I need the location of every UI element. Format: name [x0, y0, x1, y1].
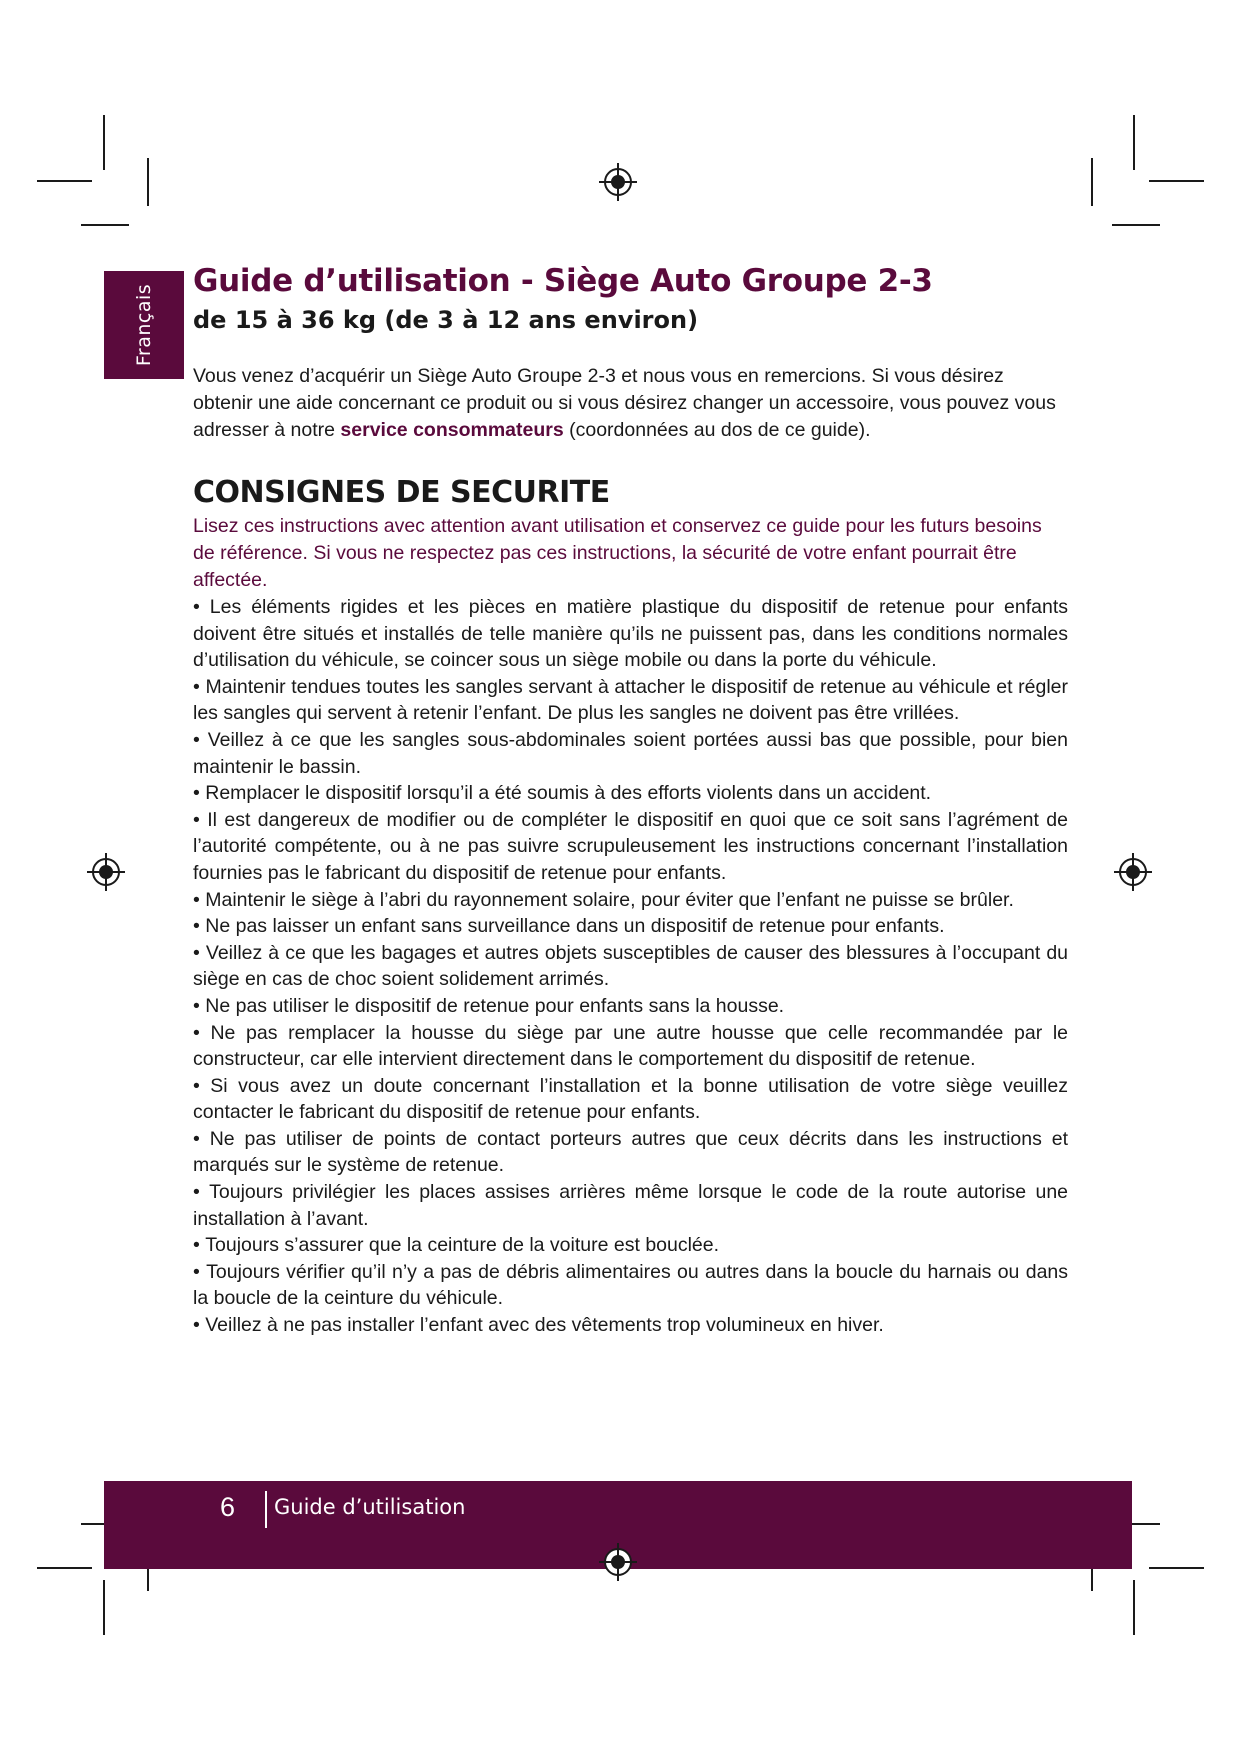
safety-warning: Lisez ces instructions avec attention avant utilisation et conservez ce guide pour les futurs besoins de référence. Si vous ne respectez pas ces instructions, la sécurité de votre enfant pourrait être affectée.	[193, 515, 1042, 591]
registration-mark-icon	[87, 853, 125, 891]
intro-paragraph	[193, 363, 1068, 444]
list-item: • Ne pas utiliser le dispositif de retenue pour enfants sans la housse.	[193, 993, 1068, 1020]
footer-band	[104, 1481, 1132, 1569]
crop-mark	[103, 1580, 105, 1635]
registration-mark-icon	[599, 163, 637, 201]
list-item: • Toujours s’assurer que la ceinture de la voiture est bouclée.	[193, 1232, 1068, 1259]
crop-mark	[37, 180, 92, 182]
page-number: 6	[220, 1492, 236, 1522]
service-consommateurs-highlight: service consommateurs	[340, 419, 564, 441]
language-tab	[104, 271, 184, 379]
crop-mark	[103, 115, 105, 170]
registration-mark-icon	[1114, 853, 1152, 891]
crop-mark	[1091, 158, 1093, 206]
page-title: Guide d’utilisation - Siège Auto Groupe 2-3	[193, 263, 933, 299]
list-item: • Remplacer le dispositif lorsqu’il a été soumis à des efforts violents dans un accident.	[193, 780, 1068, 807]
crop-mark	[1149, 180, 1204, 182]
list-item: • Ne pas remplacer la housse du siège par une autre housse que celle recommandée par le constructeur, car elle intervient directement dans le comportement du dispositif de retenue.	[193, 1020, 1068, 1073]
list-item: • Maintenir le siège à l’abri du rayonnement solaire, pour éviter que l’enfant ne puisse se brûler.	[193, 887, 1068, 914]
list-item: • Ne pas utiliser de points de contact porteurs autres que ceux décrits dans les instructions et marqués sur le système de retenue.	[193, 1126, 1068, 1179]
section-title-safety: CONSIGNES DE SECURITE	[193, 475, 610, 510]
crop-mark	[147, 158, 149, 206]
list-item: • Veillez à ne pas installer l’enfant avec des vêtements trop volumineux en hiver.	[193, 1312, 1068, 1339]
crop-mark	[1112, 224, 1160, 226]
intro-text-end: (coordonnées au dos de ce guide).	[563, 419, 871, 441]
list-item: • Il est dangereux de modifier ou de compléter le dispositif en quoi que ce soit sans l’agrément de l’autorité compétente, ou à ne pas suivre scrupuleusement les instructions concernant l’installation fournies pas le fabricant du dispositif de retenue pour enfants.	[193, 807, 1068, 887]
footer-divider	[265, 1491, 267, 1528]
list-item: • Toujours privilégier les places assises arrières même lorsque le code de la route autorise une installation à l’avant.	[193, 1179, 1068, 1232]
list-item: • Maintenir tendues toutes les sangles servant à attacher le dispositif de retenue au véhicule et régler les sangles qui servent à retenir l’enfant. De plus les sangles ne doivent pas être vrillées.	[193, 674, 1068, 727]
list-item: • Ne pas laisser un enfant sans surveillance dans un dispositif de retenue pour enfants.	[193, 913, 1068, 940]
crop-mark	[37, 1567, 92, 1569]
intro-text: Vous venez d’acquérir un Siège Auto Groupe 2-3 et nous vous en remercions. Si vous désirez obtenir une aide concernant ce produit ou si vous désirez changer un accessoire, vous pouvez vous adresser à notre	[193, 365, 1056, 441]
page-subtitle: de 15 à 36 kg (de 3 à 12 ans environ)	[193, 306, 699, 334]
list-item: • Veillez à ce que les sangles sous-abdominales soient portées aussi bas que possible, pour bien maintenir le bassin.	[193, 727, 1068, 780]
language-label: Français	[133, 283, 155, 367]
crop-mark	[1133, 1580, 1135, 1635]
crop-mark	[1149, 1567, 1204, 1569]
crop-mark	[1133, 115, 1135, 170]
footer-label: Guide d’utilisation	[274, 1495, 466, 1519]
registration-mark-icon	[599, 1543, 637, 1581]
list-item: • Si vous avez un doute concernant l’installation et la bonne utilisation de votre siège veuillez contacter le fabricant du dispositif de retenue pour enfants.	[193, 1073, 1068, 1126]
list-item: • Veillez à ce que les bagages et autres objets susceptibles de causer des blessures à l’occupant du siège en cas de choc soient solidement arrimés.	[193, 940, 1068, 993]
crop-mark	[81, 224, 129, 226]
list-item: • Toujours vérifier qu’il n’y a pas de débris alimentaires ou autres dans la boucle du harnais ou dans la boucle de la ceinture du véhicule.	[193, 1259, 1068, 1312]
list-item: • Les éléments rigides et les pièces en matière plastique du dispositif de retenue pour enfants doivent être situés et installés de telle manière qu’ils ne puissent pas, dans les conditions normales d’utilisation du véhicule, se coincer sous un siège mobile ou dans la porte du véhicule.	[193, 594, 1068, 674]
safety-rules-list	[193, 594, 1068, 1339]
